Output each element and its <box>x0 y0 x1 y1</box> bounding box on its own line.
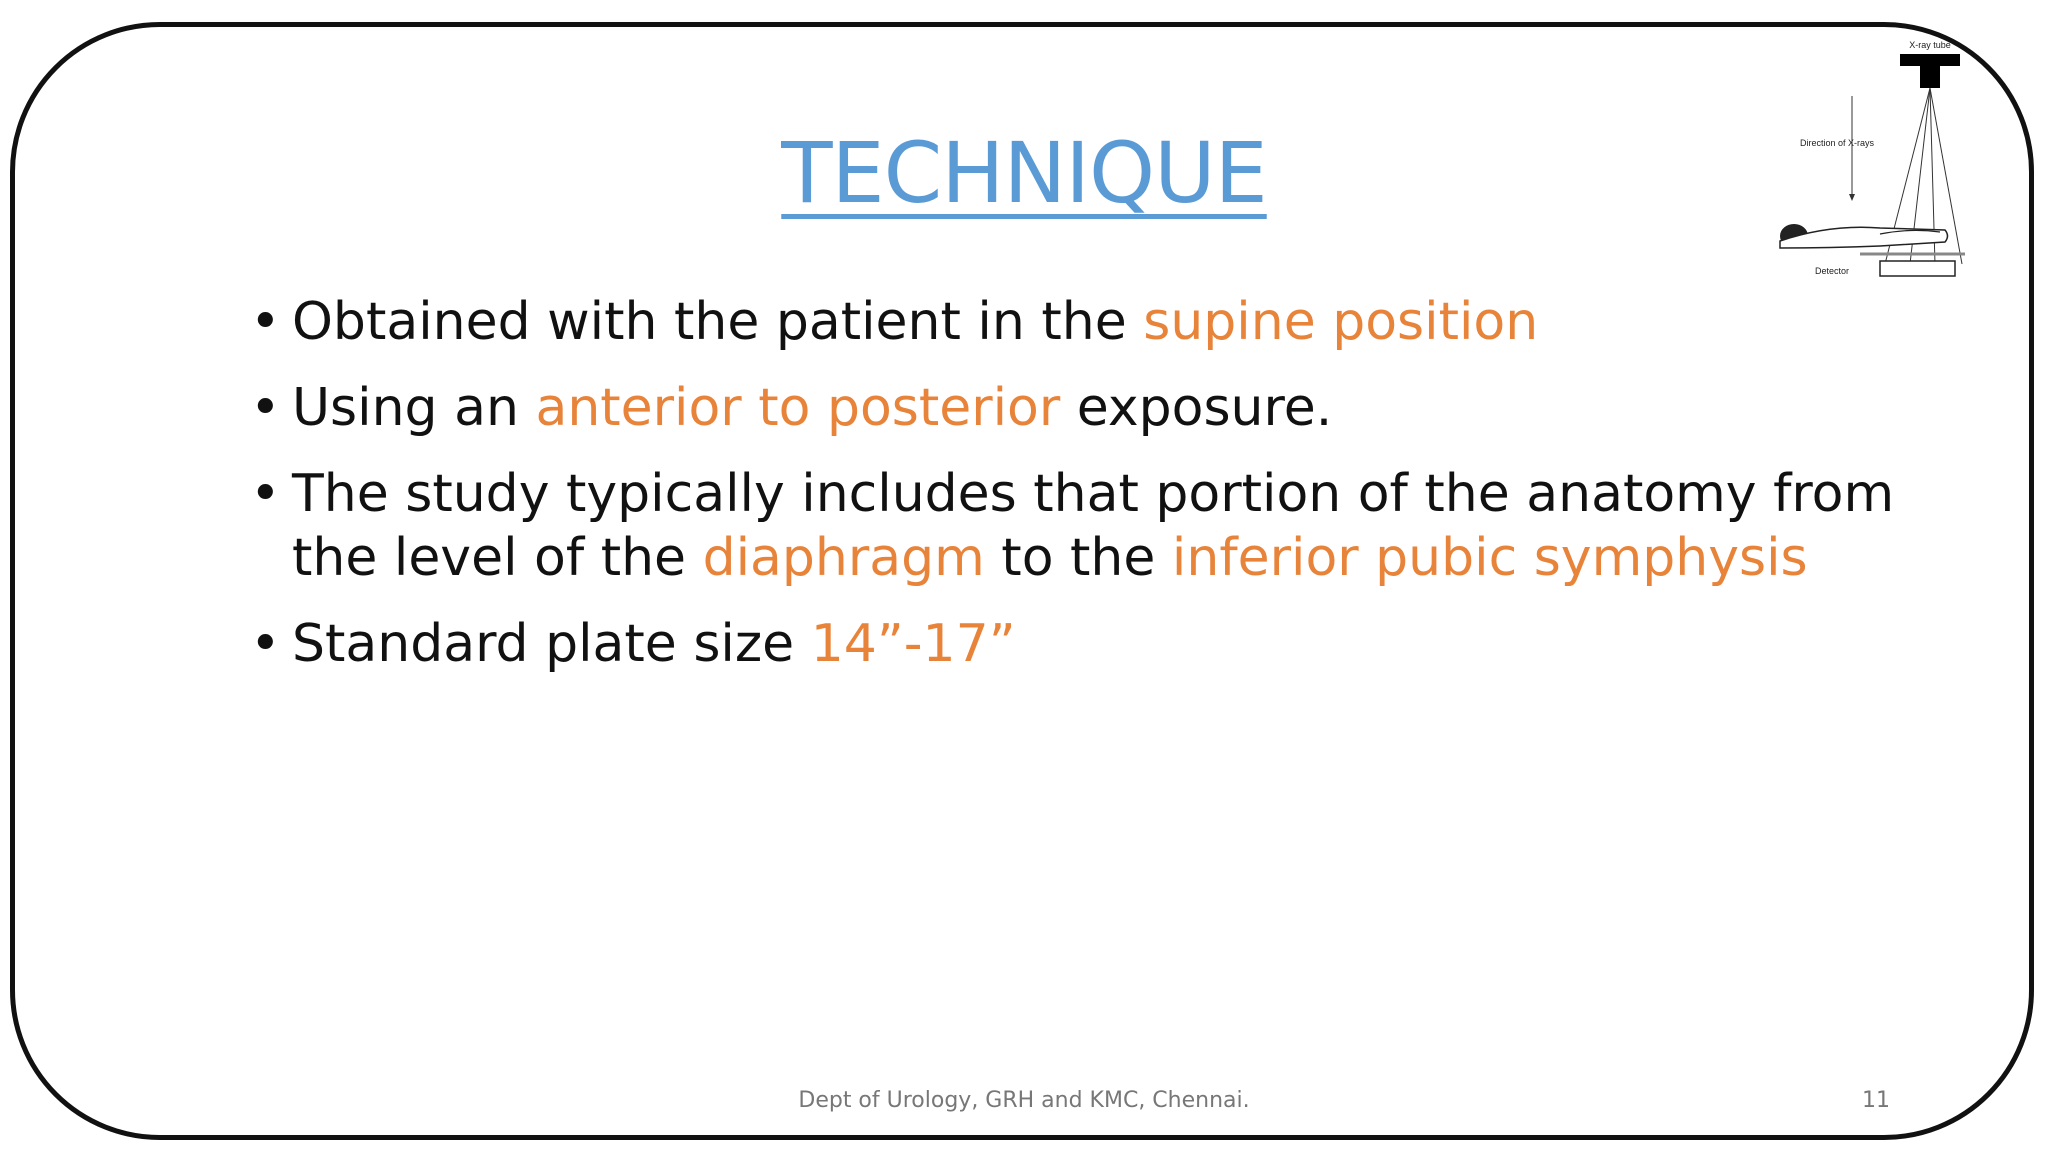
direction-arrow-icon <box>1849 96 1855 201</box>
direction-label: Direction of X-rays <box>1800 138 1875 148</box>
bullet-item <box>250 462 1900 590</box>
bullet-text: Obtained with the patient in the <box>292 292 1144 352</box>
bullet-item <box>250 376 1900 440</box>
bullet-highlight: anterior to posterior <box>535 378 1061 438</box>
bullet-highlight: diaphragm <box>702 528 985 588</box>
bullet-text: exposure. <box>1060 378 1333 438</box>
xray-tube-icon <box>1900 54 1960 88</box>
bullet-item <box>250 290 1900 354</box>
detector-icon <box>1880 261 1955 276</box>
bullet-list <box>250 290 1900 698</box>
bullet-highlight: supine position <box>1143 292 1539 352</box>
bullet-dot-icon: • <box>250 378 281 438</box>
bullet-text: to the <box>984 528 1172 588</box>
xray-tube-label: X-ray tube <box>1909 40 1951 50</box>
bullet-dot-icon: • <box>250 464 281 524</box>
bullet-dot-icon: • <box>250 614 281 674</box>
patient-icon <box>1780 224 1965 254</box>
bullet-dot-icon: • <box>250 292 281 352</box>
bullet-item <box>250 612 1900 676</box>
bullet-highlight: inferior pubic symphysis <box>1171 528 1808 588</box>
slide-title: TECHNIQUE <box>781 124 1267 222</box>
detector-label: Detector <box>1815 266 1850 276</box>
slide-footer: Dept of Urology, GRH and KMC, Chennai. <box>798 1088 1250 1113</box>
bullet-text: The study typically includes that portion of the anatomy from the level of the <box>292 464 1895 588</box>
page-number: 11 <box>1862 1088 1890 1113</box>
bullet-text: Using an <box>292 378 536 438</box>
bullet-text: Standard plate size <box>292 614 811 674</box>
bullet-highlight: 14”-17” <box>810 614 1016 674</box>
xray-diagram <box>1740 36 1970 286</box>
